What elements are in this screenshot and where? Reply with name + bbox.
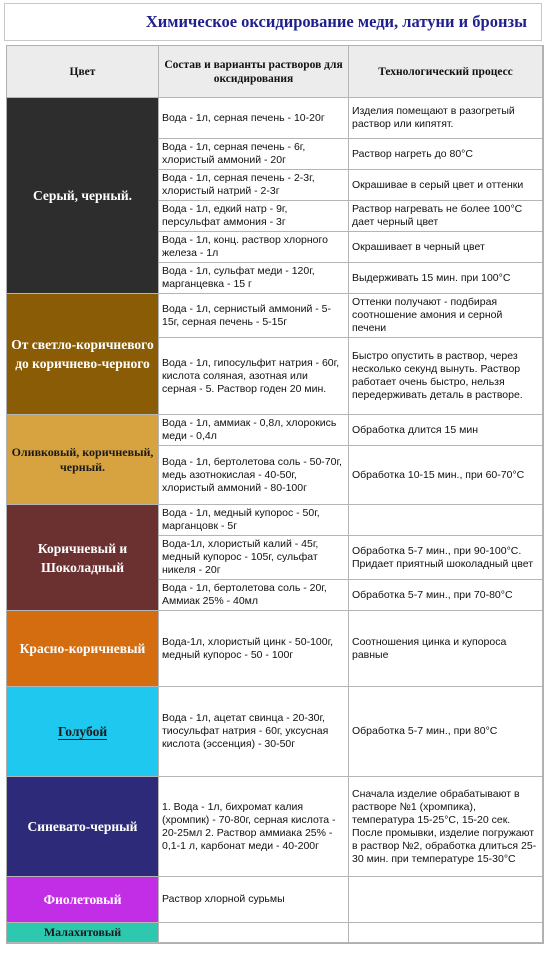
composition-cell: Вода - 1л, гипосульфит натрия - 60г, кислота соляная, азотная или серная - 5. Раствор годен 20 мин. bbox=[159, 338, 349, 415]
composition-cell: Вода - 1л, сернистый аммоний - 5-15г, серная печень - 5-15г bbox=[159, 294, 349, 338]
process-cell: Обработка 5-7 мин., при 70-80°С bbox=[349, 580, 543, 611]
process-cell: Обработка 10-15 мин., при 60-70°С bbox=[349, 446, 543, 505]
process-cell: Обработка 5-7 мин., при 80°С bbox=[349, 687, 543, 777]
composition-cell: Вода - 1л, бертолетова соль - 50-70г, медь азотнокислая - 40-50г, хлористый аммоний - 80-100г bbox=[159, 446, 349, 505]
process-cell: Быстро опустить в раствор, через несколько секунд вынуть. Раствор работает очень быстро, нельзя передерживать деталь в растворе. bbox=[349, 338, 543, 415]
process-cell: Выдерживать 15 мин. при 100°С bbox=[349, 263, 543, 294]
header-color: Цвет bbox=[7, 46, 159, 98]
table-row bbox=[7, 415, 543, 446]
page-title: Химическое оксидирование меди, латуни и бронзы bbox=[4, 3, 542, 41]
color-swatch-olive: Оливковый, коричневый, черный. bbox=[7, 415, 159, 505]
composition-cell: Вода - 1л, сульфат меди - 120г, марганцевка - 15 г bbox=[159, 263, 349, 294]
composition-cell: Вода - 1л, медный купорос - 50г, марганцовк - 5г bbox=[159, 505, 349, 536]
composition-cell: 1. Вода - 1л, бихромат калия (хромпик) - 70-80г, серная кислота - 20-25мл 2. Раствор аммиака 25% - 0,1-1 л, карбонат меди - 40-200г bbox=[159, 777, 349, 877]
process-cell: Окрашивае в серый цвет и оттенки bbox=[349, 170, 543, 201]
composition-cell: Вода-1л, хлористый калий - 45г, медный купорос - 105г, сульфат никеля - 20г bbox=[159, 536, 349, 580]
color-swatch-malachite: Малахитовый bbox=[7, 923, 159, 943]
process-cell: Обработка длится 15 мин bbox=[349, 415, 543, 446]
process-cell: Обработка 5-7 мин., при 90-100°С. Придает приятный шоколадный цвет bbox=[349, 536, 543, 580]
table-row bbox=[7, 777, 543, 877]
table-row bbox=[7, 505, 543, 536]
color-swatch-red-brown: Красно-коричневый bbox=[7, 611, 159, 687]
table-row bbox=[7, 877, 543, 923]
table-row bbox=[7, 294, 543, 338]
composition-cell: Вода - 1л, ацетат свинца - 20-30г, тиосульфат натрия - 60г, уксусная кислота (эссенция) - 30-50г bbox=[159, 687, 349, 777]
color-swatch-light-blue bbox=[7, 687, 159, 777]
color-swatch-violet: Фиолетовый bbox=[7, 877, 159, 923]
table-row bbox=[7, 611, 543, 687]
color-swatch-chocolate: Коричневый и Шоколадный bbox=[7, 505, 159, 611]
composition-cell: Вода - 1л, серная печень - 2-3г, хлористый натрий - 2-3г bbox=[159, 170, 349, 201]
header-process: Технологический процесс bbox=[349, 46, 543, 98]
table-row bbox=[7, 923, 543, 943]
composition-cell: Вода - 1л, конц. раствор хлорного железа - 1л bbox=[159, 232, 349, 263]
color-swatch-gray-black: Серый, черный. bbox=[7, 98, 159, 294]
process-cell: Раствор нагреть до 80°С bbox=[349, 139, 543, 170]
composition-cell: Вода - 1л, едкий натр - 9г, персульфат аммония - 3г bbox=[159, 201, 349, 232]
process-cell: Сначала изделие обрабатывают в растворе №1 (хромпика), температура 15-25°С, 15-20 сек. После промывки, изделие погружают в раствор №2, обработка длиться 25-30 мин. при температуре 15-30°С bbox=[349, 777, 543, 877]
process-cell bbox=[349, 923, 543, 943]
oxidation-table bbox=[6, 45, 544, 944]
composition-cell: Раствор хлорной сурьмы bbox=[159, 877, 349, 923]
table-row bbox=[7, 98, 543, 139]
composition-cell: Вода - 1л, серная печень - 10-20г bbox=[159, 98, 349, 139]
process-cell: Изделия помещают в разогретый раствор или кипятят. bbox=[349, 98, 543, 139]
process-cell: Раствор нагревать не более 100°С дает черный цвет bbox=[349, 201, 543, 232]
process-cell bbox=[349, 877, 543, 923]
header-row bbox=[7, 46, 543, 98]
color-name-light-blue: Голубой bbox=[57, 724, 108, 739]
composition-cell bbox=[159, 923, 349, 943]
composition-cell: Вода-1л, хлористый цинк - 50-100г, медный купорос - 50 - 100г bbox=[159, 611, 349, 687]
table-row bbox=[7, 687, 543, 777]
composition-cell: Вода - 1л, аммиак - 0,8л, хлорокись меди - 0,4л bbox=[159, 415, 349, 446]
process-cell bbox=[349, 505, 543, 536]
process-cell: Окрашивает в черный цвет bbox=[349, 232, 543, 263]
process-cell: Соотношения цинка и купороса равные bbox=[349, 611, 543, 687]
color-swatch-blue-black: Синевато-черный bbox=[7, 777, 159, 877]
composition-cell: Вода - 1л, бертолетова соль - 20г, Аммиак 25% - 40мл bbox=[159, 580, 349, 611]
process-cell: Оттенки получают - подбирая соотношение амония и серной печени bbox=[349, 294, 543, 338]
composition-cell: Вода - 1л, серная печень - 6г, хлористый аммоний - 20г bbox=[159, 139, 349, 170]
color-swatch-light-brown: От светло-коричневого до коричнево-черного bbox=[7, 294, 159, 415]
header-composition: Состав и варианты растворов для оксидирования bbox=[159, 46, 349, 98]
